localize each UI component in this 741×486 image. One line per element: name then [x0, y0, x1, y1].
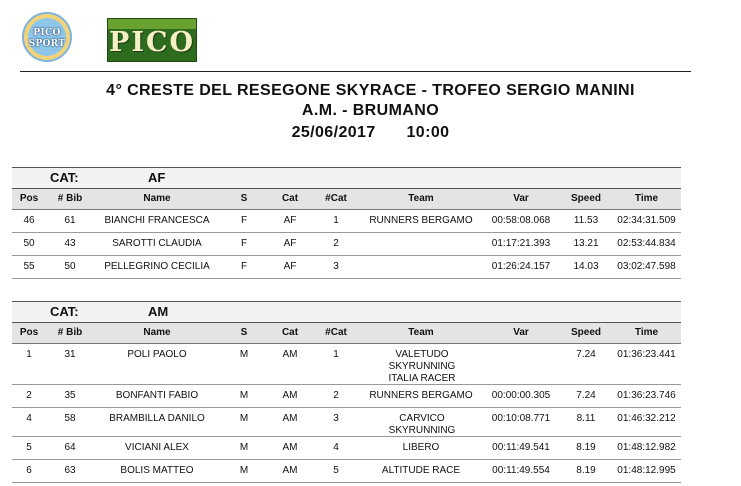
cell-var: 00:58:08.068 [491, 215, 551, 226]
cell-team: RUNNERS BERGAMO [369, 215, 473, 226]
race-location: A.M. - BRUMANO [301, 102, 440, 119]
cell-speed: 7.24 [576, 349, 596, 360]
pico-sport-logo-line1: PICO [33, 28, 61, 38]
category-section-af [12, 167, 681, 279]
cell-name: SAROTTI CLAUDIA [112, 238, 202, 249]
cell-team: ALTITUDE RACE [381, 465, 461, 476]
cell-name: PELLEGRINO CECILIA [104, 261, 210, 272]
table-row [12, 344, 681, 385]
col-pos: Pos [19, 327, 39, 338]
cell-cat: AM [282, 349, 298, 360]
cell-cat: AF [283, 215, 297, 226]
cell-pos: 6 [26, 465, 32, 476]
cell-speed: 13.21 [573, 238, 599, 249]
pico-sport-logo-line2: SPORT [28, 39, 66, 49]
cell-name: BIANCHI FRANCESCA [104, 215, 210, 226]
cell-cat: AM [282, 413, 298, 424]
race-datetime [0, 124, 741, 142]
col-bib: # Bib [57, 327, 83, 338]
cell-cat-rank: 5 [333, 465, 339, 476]
cell-speed: 7.24 [576, 390, 596, 401]
cell-sex: F [240, 238, 248, 249]
col-sex: S [240, 193, 248, 204]
table-header [12, 189, 681, 210]
cell-var: 00:11:49.541 [492, 442, 550, 453]
cell-name: BONFANTI FABIO [115, 390, 199, 401]
cell-cat-rank: 3 [333, 261, 339, 272]
col-cat-rank: #Cat [325, 327, 347, 338]
cell-cat: AF [283, 238, 297, 249]
cell-speed: 8.19 [576, 442, 596, 453]
cell-speed: 11.53 [573, 215, 599, 226]
col-pos: Pos [19, 193, 39, 204]
cell-sex: M [239, 413, 249, 424]
race-time: 10:00 [406, 124, 450, 141]
col-cat: Cat [281, 193, 299, 204]
cell-pos: 55 [23, 261, 35, 272]
cell-team: VALETUDO SKYRUNNING ITALIA RACER [388, 349, 456, 384]
col-cat-rank: #Cat [325, 193, 347, 204]
cell-var: 00:00:00.305 [491, 390, 551, 401]
cell-cat-rank: 4 [333, 442, 339, 453]
cell-sex: M [239, 442, 249, 453]
cell-cat-rank: 2 [333, 390, 339, 401]
cell-sex: F [240, 215, 248, 226]
cell-cat: AM [282, 390, 298, 401]
table-header [12, 323, 681, 344]
col-speed: Speed [570, 327, 601, 338]
cell-time: 02:34:31.509 [617, 215, 676, 226]
pico-sport-logo [22, 12, 72, 62]
col-speed: Speed [570, 193, 601, 204]
table-row [12, 233, 681, 256]
cell-sex: M [239, 465, 249, 476]
cell-pos: 46 [23, 215, 35, 226]
cell-bib: 64 [64, 442, 76, 453]
cell-speed: 14.03 [573, 261, 599, 272]
cell-time: 01:48:12.982 [617, 442, 676, 453]
table-row [12, 437, 681, 460]
pico-logo [107, 18, 197, 62]
cell-time: 03:02:47.598 [617, 261, 676, 272]
cell-time: 01:48:12.995 [617, 465, 676, 476]
category-bar [12, 301, 681, 323]
cell-bib: 61 [64, 215, 76, 226]
cell-time: 01:46:32.212 [617, 413, 676, 424]
cell-var: 01:26:24.157 [491, 261, 551, 272]
table-row [12, 408, 681, 437]
cell-bib: 43 [64, 238, 76, 249]
cell-team: LIBERO [402, 442, 440, 453]
table-row [12, 210, 681, 233]
cell-sex: M [239, 349, 249, 360]
cell-time: 01:36:23.746 [617, 390, 676, 401]
col-bib: # Bib [57, 193, 83, 204]
cell-bib: 50 [64, 261, 76, 272]
cell-speed: 8.11 [576, 413, 596, 424]
cell-var: 01:17:21.393 [491, 238, 551, 249]
col-sex: S [240, 327, 248, 338]
cell-bib: 31 [64, 349, 76, 360]
cell-bib: 58 [64, 413, 76, 424]
cell-cat-rank: 1 [333, 349, 339, 360]
cell-sex: M [239, 390, 249, 401]
cell-time: 02:53:44.834 [617, 238, 676, 249]
cell-speed: 8.19 [576, 465, 596, 476]
cell-var: 00:10:08.771 [491, 413, 551, 424]
col-time: Time [634, 327, 659, 338]
header-divider [20, 71, 691, 72]
col-var: Var [513, 327, 529, 338]
category-label: CAT: [50, 170, 79, 185]
cell-bib: 35 [64, 390, 76, 401]
category-value: AF [148, 170, 166, 185]
col-cat: Cat [281, 327, 299, 338]
cell-cat-rank: 1 [333, 215, 339, 226]
cell-time: 01:36:23.441 [617, 349, 676, 360]
cell-cat: AF [283, 261, 297, 272]
cell-pos: 2 [26, 390, 32, 401]
col-name: Name [143, 193, 171, 204]
cell-pos: 4 [26, 413, 32, 424]
table-row [12, 460, 681, 483]
table-row [12, 385, 681, 408]
cell-cat: AM [282, 442, 298, 453]
col-time: Time [634, 193, 659, 204]
cell-name: BOLIS MATTEO [120, 465, 194, 476]
cell-pos: 5 [26, 442, 32, 453]
cell-name: VICIANI ALEX [125, 442, 189, 453]
race-title: 4° CRESTE DEL RESEGONE SKYRACE - TROFEO SERGIO MANINI [106, 82, 635, 99]
col-var: Var [513, 193, 529, 204]
cell-pos: 1 [26, 349, 32, 360]
cell-cat-rank: 2 [333, 238, 339, 249]
cell-cat-rank: 3 [333, 413, 339, 424]
category-section-am [12, 301, 681, 483]
cell-sex: F [240, 261, 248, 272]
col-name: Name [143, 327, 171, 338]
cell-team: RUNNERS BERGAMO [369, 390, 473, 401]
col-team: Team [408, 327, 434, 338]
pico-logo-text: PICO [109, 27, 195, 58]
category-label: CAT: [50, 304, 79, 319]
cell-var: 00:11:49.554 [492, 465, 550, 476]
category-bar [12, 167, 681, 189]
cell-pos: 50 [23, 238, 35, 249]
cell-bib: 63 [64, 465, 76, 476]
category-value: AM [148, 304, 169, 319]
race-date: 25/06/2017 [291, 124, 376, 141]
col-team: Team [408, 193, 434, 204]
cell-name: BRAMBILLA DANILO [109, 413, 205, 424]
table-row [12, 256, 681, 279]
cell-team: CARVICO SKYRUNNING [388, 413, 456, 436]
cell-name: POLI PAOLO [127, 349, 187, 360]
cell-cat: AM [282, 465, 298, 476]
